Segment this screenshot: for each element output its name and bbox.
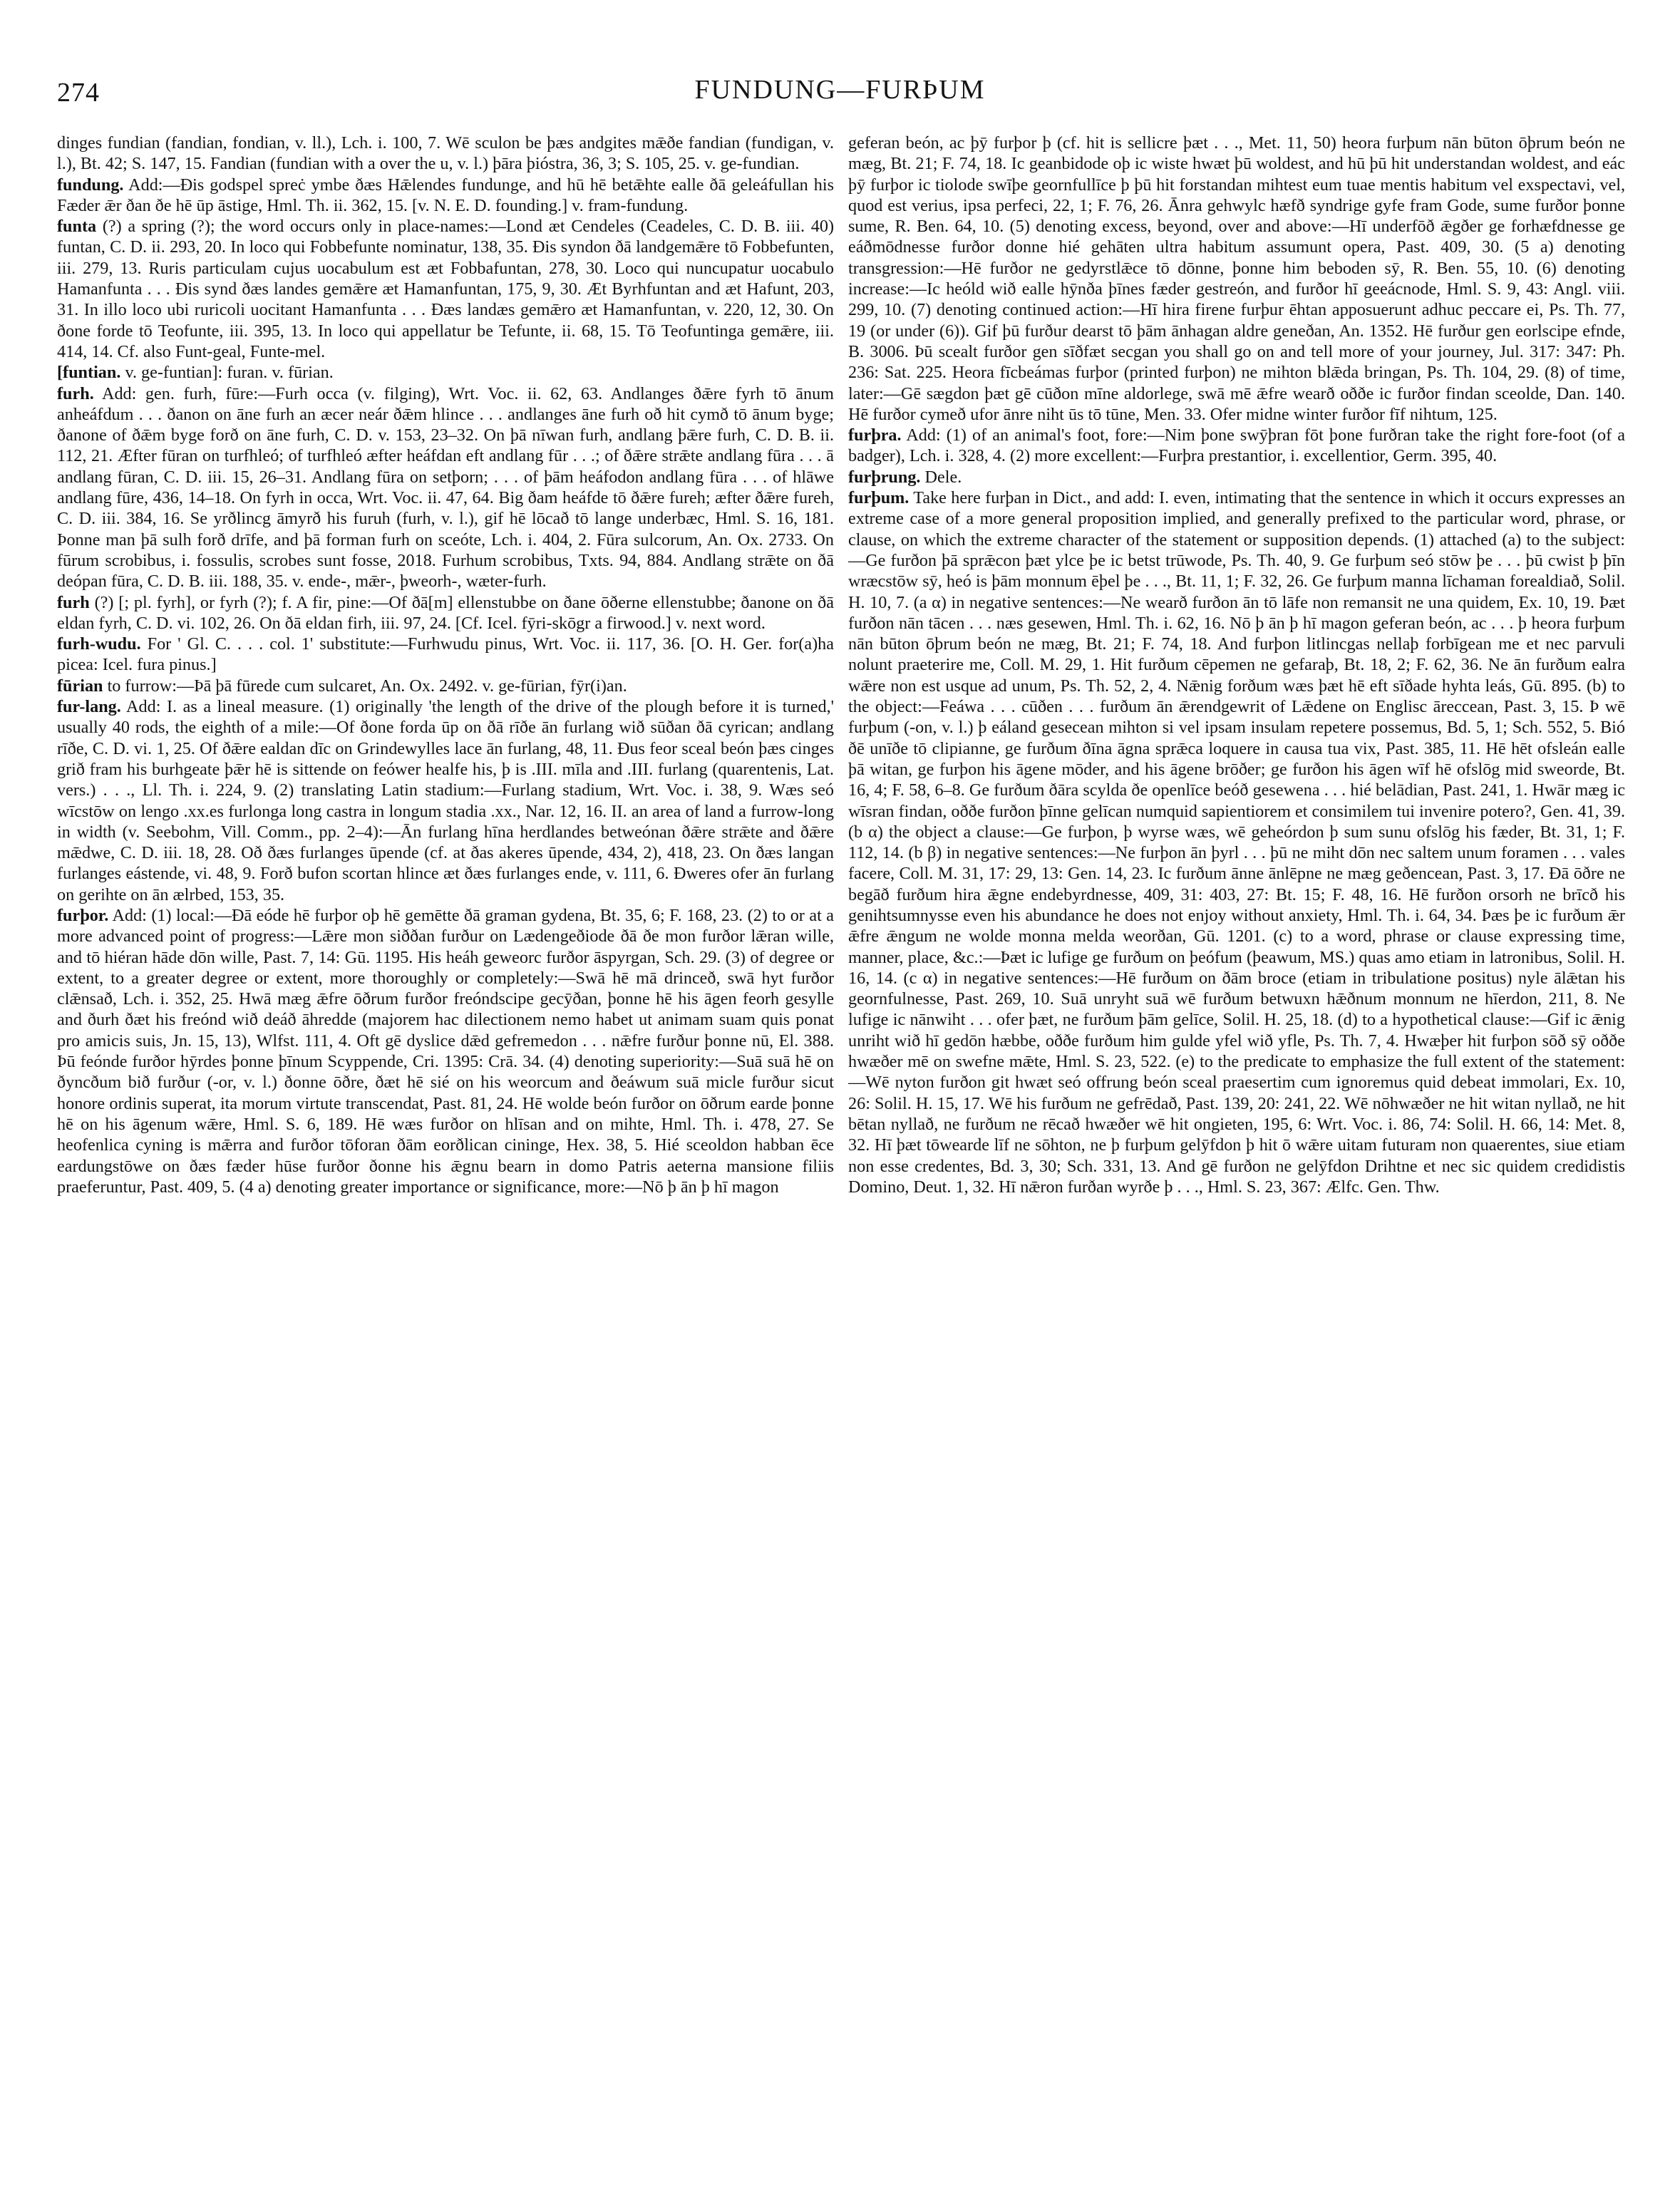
dictionary-entry bbox=[57, 362, 834, 383]
entry-text: Add: I. as a lineal measure. (1) originally 'the length of the drive of the plough before it is turned,' usually 40 rods, the eighth of a mile:—Of ðone forda ūp on ðā rīðe ān furlang wið sūðan ðā cyrican; andlang rīðe, C. D. vi. 1, 25. Of ðǣre ealdan dīc on Grindewylles lace ān furlang, 48, 11. Ðus feor sceal beón þæs cinges grið fram his burhgeate þǣr hē is sittende on feówer healfe his, þ is .III. mīla and .III. furlang (quarentenis, Lat. vers.) . . ., Ll. Th. i. 224, 9. (2) translating Latin stadium:—Furlang stadium, Wrt. Voc. i. 38, 9. Wæs seó wīcstōw on lengo .xx.es furlonga long castra in longum stadia .xx., Nar. 12, 16. II. an area of land a furrow-long in width (v. Seebohm, Vill. Comm., pp. 2–4):—Ān furlang hīna herdlandes betweónan ðǣre strǣte and ðǣre mǣdwe, C. D. iii. 18, 28. Oð ðæs furlanges ūpende (cf. at ðas akeres ūpende, 434, 2), 418, 23. On ðæs langan furlanges eástende, vi. 48, 9. Forð bufon scortan hlince æt ðæs furlanges ende, v. 111, 6. Ðweres ofer ān furlang on gerihte on ān ælrbed, 153, 35. bbox=[57, 697, 834, 904]
entry-text: (?) a spring (?); the word occurs only in place-names:—Lond æt Cendeles (Ceadeles, C. D. B. iii. 40) funtan, C. D. ii. 293, 20. In loco qui Fobbefunte nominatur, 138, 35. Ðis syndon ðā landgemǣre tō Fobbefunten, iii. 279, 13. Ruris particulam cujus uocabulum est æt Fobbafuntan, 278, 30. Loco qui nuncupatur uocabulo Hamanfunta . . . Ðis synd ðæs landes gemǣre æt Hamanfuntan, 175, 9, 30. Æt Byrhfuntan and æt Hafunt, 203, 31. In illo loco ubi ruricoli uocitant Hamanfunta . . . Ðæs landæs gemǣro æt Hamanfuntan, v. 220, 12, 30. On ðone forde tō Teofunte, iii. 395, 13. In loco qui appellatur be Tefunte, ii. 68, 15. Tō Teofuntinga gemǣre, iii. 414, 14. Cf. also Funt-geal, Funte-mel. bbox=[57, 217, 834, 361]
running-head: FUNDUNG—FURÞUM bbox=[694, 75, 986, 105]
entry-headword: furþor. bbox=[57, 905, 109, 925]
dictionary-entry bbox=[57, 696, 834, 905]
dictionary-entry bbox=[57, 592, 834, 634]
entry-text: Take here furþan in Dict., and add: I. even, intimating that the sentence in which it occurs expresses an extreme case of a more general proposition implied, and generally prefixed to the particular word, phrase, or clause, on which the extreme character of the statement or supposition depends. (1) attached (a) to the subject:—Ge furðon þā sprǣcon þæt ylce þe ic betst trūwode, Ps. Th. 40, 9. Ge furþum seó stōw þe . . . þū cwist þ þīn wræcstōw sȳ, heó is þām monnum ēþel þe . . ., Bt. 11, 1; F. 32, 26. Ge furþum manna līchaman forealdiað, Solil. H. 10, 7. (a α) in negative sentences:—Ne wearð furðon ān tō lāfe non remansit ne una quidem, Ex. 10, 19. Þæt furðon nān tācen . . . næs gesewen, Hml. Th. i. 62, 16. Nō þ ān þ hī magon geferan beón, ac . . . þ heora furþum nān būton ōþrum beón ne mæg, Bt. 21; F. 74, 18. And furþon litlincgas nellaþ forbīgean me et nec parvuli nolunt praeterire me, Coll. M. 29, 1. Hit furðum cēpemen ne gefaraþ, Bt. 18, 2; F. 62, 36. Ne ān furðum ealra wǣre non est usque ad unum, Ps. Th. 52, 2, 4. Nǣnig forðum wæs þæt hē eft sīðade hyhta leás, Gū. 895. (b) to the object:—Feáwa . . . cūðen . . . furðum ān ǣrendgewrit of Lǣdene on Englisc āreccean, Past. 3, 15. Þ wē furþum (-on, v. l.) þ eáland gesecean mihton si vel ipsam insulam repetere possemus, Bd. 5, 1; Sch. 552, 5. Bió ðē unīðe tō clipianne, ge furðum ðīna āgna sprǣca loquere in causa tua vix, Past. 385, 11. Hē hēt ofsleán ealle þā witan, ge furþon his āgene mōder, and his āgene brōðer; ge furðon his āgen wīf hē ofslōg mid sweorde, Bt. 16, 4; F. 58, 6–8. Ge furðum ðāra scylda ðe openlīce beóð gesewena . . . hié belādian, Past. 241, 1. Hwār mæg ic wīsran findan, oððe furðon þīnne gelīcan numquid sapientiorem et consimilem tui invenire potero?, Gen. 41, 39. (b α) the object a clause:—Ge furþon, þ wyrse wæs, wē geheórdon þ sum sunu ofslōg his fæder, Bt. 31, 1; F. 112, 14. (b β) in negative sentences:—Ne furþon ān þyrl . . . þū ne miht dōn nec saltem unum foramen . . . vales facere, Coll. M. 31, 17: 29, 13: Gen. 14, 23. Ic furðum ānne ānlēpne ne mæg geðencean, Past. 3, 17. Ðā ōðre ne begāð furðum hira ǣgne endebyrdnesse, 409, 31: 403, 27: Bt. 15; F. 48, 16. Hē furðon orsorh ne brīcð his genihtsumnysse even his abundance he does not enjoy without anxiety, Hml. Th. i. 64, 34. Þæs þe ic furðum ǣr ǣfre ǣngum ne wolde monna melda weorðan, Gū. 1201. (c) to a word, phrase or clause expressing time, manner, place, &c.:—Þæt ic lufige ge furðum on þeófum (þeawum, MS.) quas amo etiam in latronibus, Solil. H. 16, 14. (c α) in negative sentences:—Hē furðum on ðām broce (etiam in tribulatione positus) nyle ālǣtan his geornfulnesse, Past. 269, 10. Suā unryht suā wē furðum betwuxn hǣðnum monnum ne hīerdon, 211, 8. Ne lufige ic nānwiht . . . ofer þæt, ne furðum þām gelīce, Solil. H. 25, 18. (d) to a hypothetical clause:—Gif ic ǣnig unriht wið hī gedōn hæbbe, oððe furðum him gulde yfel wið yfle, Ps. Th. 7, 4. Hwæþer hit furþon sōð sȳ oððe hwæðer mē on swefne mǣte, Hml. S. 23, 522. (e) to the predicate to emphasize the full extent of the statement:—Wē nyton furðon git hwæt seó offrung beón sceal praesertim cum ignoremus quid debeat immolari, Ex. 10, 26: Solil. H. 15, 17. Wē his furðum ne gefrēdað, Past. 139, 20: 241, 22. Wē nōhwæðer ne hit witan nyllað, ne hit bētan nyllað, ne furðum ne rēcað hwæðer wē hit ongieten, 195, 6: Wrt. Voc. i. 86, 74: Solil. H. 66, 14: Met. 8, 32. Hī þæt tōwearde līf ne sōhton, ne þ furþum gelȳfdon þ hit ō wǣre uitam futuram non quaerentes, siue etiam non esse credentes, Bd. 3, 30; Sch. 331, 13. And gē furðon ne gelȳfdon Drihtne et nec sic quidem credidistis Domino, Deut. 1, 32. Hī nǣron furðan wyrðe þ . . ., Hml. S. 23, 367: Ælfc. Gen. Thw. bbox=[848, 488, 1625, 1197]
entry-text: to furrow:—Þā þā fūrede cum sulcaret, An. Ox. 2492. v. ge-fūrian, fȳr(i)an. bbox=[107, 676, 627, 696]
entry-text: dinges fundian (fandian, fondian, v. ll.), Lch. i. 100, 7. Wē sculon be þæs andgites mǣðe fandian (fundigan, v. l.), Bt. 42; S. 147, 15. Fandian (fundian with a over the u, v. l.) þāra þióstra, 36, 3; S. 105, 25. v. ge-fundian. bbox=[57, 133, 834, 174]
entry-text: Add:—Ðis godspel spreċ ymbe ðæs Hǣlendes fundunge, and hū hē betǣhte ealle ðā geleáfullan his Fæder ǣr ðan ðe hē ūp āstige, Hml. Th. ii. 362, 15. [v. N. E. D. founding.] v. fram-fundung. bbox=[57, 175, 834, 215]
dictionary-entry bbox=[848, 425, 1625, 467]
entry-headword: furþum. bbox=[848, 488, 909, 508]
dictionary-entry bbox=[57, 634, 834, 676]
dictionary-entry bbox=[848, 487, 1625, 1197]
left-column bbox=[57, 133, 834, 2157]
entry-text: geferan beón, ac þȳ furþor þ (cf. hit is sellicre þæt . . ., Met. 11, 50) heora furþum nān būton ōþrum beón ne mæg, Bt. 21; F. 74, 18. Ic geanbidode oþ ic wiste hwæt þū woldest, and hū þū hit understandan woldest, and eác þȳ furþor ic tiolode swīþe geornfullīce þ þū hit forstandan mihtest eum tuae mentis habitum vel exspectavi, vel, quod est verius, ipsa perfeci, 22, 1; F. 76, 26. Ānra gehwylc hæfð syndrige gyfe fram Gode, sume furðor þonne sume, R. Ben. 64, 10. (5) denoting excess, beyond, over and above:—Hī underfōð ǣgðer ge forhæfdnesse ge eáðmōdnesse furðor donne hié gehāten ultra habitum assumunt opera, Past. 409, 30. (5 a) denoting transgression:—Hē furðor ne gedyrstlǣce tō dōnne, þonne him beboden sȳ, R. Ben. 55, 10. (6) denoting increase:—Ic heóld wið ealle hȳnða þīnes fæder gestreón, and furðor hī geeácnode, Hml. S. 9, 43: Angl. viii. 299, 10. (7) denoting continued action:—Hī hira firene furþur ēhtan apposuerunt adhuc peccare ei, Ps. Th. 77, 19 (or under (6)). Gif þū furður dearst tō þām ānhagan aldre geneðan, An. 1352. Hē furður gen eorlscipe efnde, B. 3006. Þū scealt furðor gen sīðfæt secgan you shall go on and tell more of your journey, Jul. 317: 347: Ph. 236: Sat. 225. Heora fīcbeámas furþor (printed furþon) ne mihton blǣda bringan, Ps. Th. 104, 29. (8) of time, later:—Gē sægdon þæt gē cūðon mīne aldorlege, swā mē ǣfre wearð oððe ic furðor findan sceolde, Dan. 140. Hē furðor cymeð ufor ānre niht ūs tō tūne, Men. 33. Ofer midne winter furðor fīf nihtum, 125. bbox=[848, 133, 1625, 424]
entry-headword: furh bbox=[57, 592, 90, 612]
dictionary-entry bbox=[57, 216, 834, 362]
entry-headword: furh. bbox=[57, 383, 94, 403]
entry-text: Add: (1) local:—Ðā eóde hē furþor oþ hē gemētte ðā graman gydena, Bt. 35, 6; F. 168, 23. (2) to or at a more advanced point of progress:—Lǣre mon siððan furður on Lædengeðiode ðā ðe mon furðor lǣran wille, and tō hiéran hāde dōn wille, Past. 7, 14: Gū. 1195. His heáh geweorc furðor āspyrgan, Sch. 29. (3) of degree or extent, to a greater degree or extent, more thoroughly or completely:—Swā hē mā drinceð, swā hyt furðor clǣnsað, Lch. i. 352, 25. Hwā mæg ǣfre ōðrum furðor freóndscipe gecȳðan, þonne hē his āgen feorh gesylle and ðurh ðæt his freónd wið deáð āhredde (majorem hac dilectionem nemo habet ut animam suam quis ponat pro amicis suis, Jn. 15, 13), Wlfst. 111, 4. Oft gē dyslice dǣd gefremedon . . . nǣfre furður þonne nū, El. 388. Þū feónde furðor hȳrdes þonne þīnum Scyppende, Cri. 1395: Crā. 34. (4) denoting superiority:—Suā suā hē on ðyncðum bið furður (-or, v. l.) ðonne ōðre, ðæt hē sié on his weorcum and ðeáwum suā micle furður sicut honore ordinis superat, ita morum virtute transcendat, Past. 81, 24. Hē wolde beón furðor on ōðrum earde þonne hē on his āgenum wǣre, Hml. S. 6, 189. Hē wæs furðor on hlīsan and on mihte, Hml. Th. i. 478, 27. Se heofenlica cyning is mǣrra and furðor tōforan ðām eorðlican cininge, Hex. 38, 5. Hié sceoldon habban ēce eardungstōwe on ðæs fæder hūse furðor ðonne his ǣgnu bearn in domo Patris aeterna mansione filiis praeferuntur, Past. 409, 5. (4 a) denoting greater importance or significance, more:—Nō þ ān þ hī magon bbox=[57, 905, 834, 1197]
dictionary-entry bbox=[57, 905, 834, 1197]
entry-text: For ' Gl. C. . . . col. 1' substitute:—Furhwudu pinus, Wrt. Voc. ii. 117, 36. [O. H. Ger. for(a)ha picea: Icel. fura pinus.] bbox=[57, 634, 834, 675]
dictionary-entry bbox=[57, 175, 834, 217]
entry-headword: fur-lang. bbox=[57, 697, 121, 717]
entry-text: Add: gen. furh, fūre:—Furh occa (v. filging), Wrt. Voc. ii. 62, 63. Andlanges ðǣre fyrh tō ānum anheáfdum . . . ðanon on āne furh an æcer neár ðǣm hlince . . . andlanges āne furh oð hit cymð tō ānum byge; ðanone of ðǣm byge forð on āne furh, C. D. v. 153, 23–32. On þā nīwan furh, andlang þǣre furh, C. D. B. ii. 112, 21. Æfter fūran on turfhleó; of turfhleó æfter heáfdan eft andlang fūr . . .; of ðǣre strǣte andlang fūra . . . ā andlang fūran, C. D. iii. 15, 26–31. Andlang fūra on setþorn; . . . of þām heáfodon andlang fūra . . . of hlāwe andlang fūre, 436, 14–18. On fyrh in occa, Wrt. Voc. ii. 47, 64. Big ðam heáfde tō ðǣre fureh; æfter ðǣre fureh, C. D. iii. 384, 16. Se yrðlincg āmyrð his furuh (furh, v. l.), gif hē lōcað tō lange underbæc, Hml. S. 16, 181. Þonne man þā sulh forð drīfe, and þā forman furh on sceóte, Lch. i. 404, 2. Fūra sulcorum, An. Ox. 2733. On fūrum scrobibus, i. fossulis, scrobes sunt fosse, 2018. Furhum scrobibus, Txts. 94, 884. Andlang strǣte on ðā deópan fūra, C. D. B. iii. 188, 35. v. ende-, mǣr-, þweorh-, wæter-furh. bbox=[57, 383, 834, 592]
right-column bbox=[848, 133, 1625, 2157]
entry-text: Dele. bbox=[924, 467, 962, 487]
dictionary-entry bbox=[57, 383, 834, 592]
entry-headword: [funtian. bbox=[57, 363, 121, 383]
entry-headword: furh-wudu. bbox=[57, 634, 141, 654]
entry-headword: furþra. bbox=[848, 425, 902, 445]
dictionary-entry bbox=[57, 676, 834, 696]
dictionary-entry bbox=[848, 467, 1625, 487]
entry-headword: fūrian bbox=[57, 676, 103, 696]
dictionary-entry bbox=[57, 133, 834, 175]
dictionary-entry bbox=[848, 133, 1625, 425]
page-number: 274 bbox=[57, 78, 100, 108]
entry-text: v. ge-funtian]: furan. v. fūrian. bbox=[125, 363, 334, 383]
entry-text: (?) [; pl. fyrh], or fyrh (?); f. A fir, pine:—Of ðā[m] ellenstubbe on ðane ōðerne ellenstubbe; ðanone on ðā eldan fyrh, C. D. vi. 102, 26. On ðā eldan firh, iii. 97, 24. [Cf. Icel. fȳri-skōgr a firwood.] v. next word. bbox=[57, 592, 834, 633]
entry-headword: furþrung. bbox=[848, 467, 921, 487]
entry-headword: funta bbox=[57, 217, 97, 237]
entry-headword: fundung. bbox=[57, 175, 124, 195]
entry-text: Add: (1) of an animal's foot, fore:—Nim þone swȳþran fōt þone furðran take the right fore-foot (of a badger), Lch. i. 328, 4. (2) more excellent:—Furþra prestantior, i. excellentior, Germ. 395, 40. bbox=[848, 425, 1625, 466]
